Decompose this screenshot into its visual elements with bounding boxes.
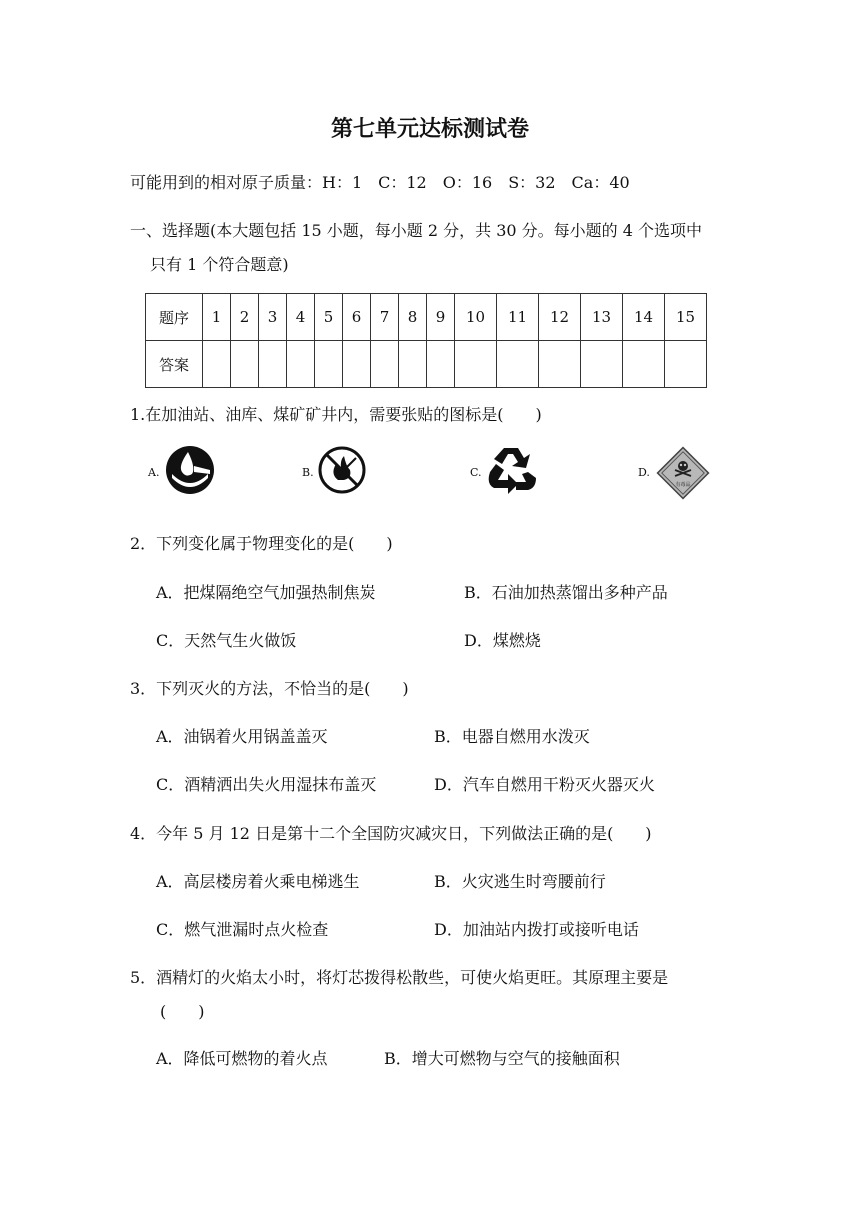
answer-cell[interactable]: [343, 341, 371, 388]
answer-cell[interactable]: [399, 341, 427, 388]
question-5-option-a[interactable]: A．降低可燃物的着火点: [156, 1049, 328, 1068]
answer-cell[interactable]: [203, 341, 231, 388]
q1-option-a: [148, 444, 228, 500]
answer-cell[interactable]: [427, 341, 455, 388]
q1-option-d: [638, 444, 728, 500]
answer-table-row-numbers: [146, 294, 707, 341]
question-4-option-b[interactable]: B．火灾逃生时弯腰前行: [434, 872, 606, 891]
toxic-hazard-sign-icon: [654, 444, 712, 502]
question-4-stem: 4．今年 5 月 12 日是第十二个全国防灾减灾日，下列做法正确的是( ): [130, 824, 652, 843]
question-number-cell: 1: [203, 294, 231, 341]
question-number-cell: 5: [315, 294, 343, 341]
question-3-stem: 3．下列灭火的方法，不恰当的是( ): [130, 679, 409, 698]
toxic-sign-text: 有毒品: [675, 482, 691, 488]
answer-table-row-answers: [146, 341, 707, 388]
section-1-heading-cont: 只有 1 个符合题意): [150, 255, 289, 274]
question-4-option-a[interactable]: A．高层楼房着火乘电梯逃生: [156, 872, 360, 891]
question-2-option-d[interactable]: D．煤燃烧: [464, 631, 541, 650]
question-2-stem: 2．下列变化属于物理变化的是( ): [130, 534, 393, 553]
question-number-cell: 2: [231, 294, 259, 341]
q1-option-b: [302, 444, 382, 500]
question-2-option-b[interactable]: B．石油加热蒸馏出多种产品: [464, 583, 668, 602]
answer-cell[interactable]: [259, 341, 287, 388]
option-label: A.: [148, 466, 160, 479]
question-number-cell: 9: [427, 294, 455, 341]
question-number-cell: 6: [343, 294, 371, 341]
question-number-cell: 3: [259, 294, 287, 341]
question-4-option-c[interactable]: C．燃气泄漏时点火检查: [156, 920, 329, 939]
question-number-cell: 4: [287, 294, 315, 341]
answer-cell[interactable]: [287, 341, 315, 388]
answer-cell[interactable]: [497, 341, 539, 388]
question-number-cell: 7: [371, 294, 399, 341]
question-3-option-d[interactable]: D．汽车自燃用干粉灭火器灭火: [434, 775, 655, 794]
answer-cell[interactable]: [581, 341, 623, 388]
answer-cell[interactable]: [665, 341, 707, 388]
question-number-cell: 15: [665, 294, 707, 341]
row-header-number: 题序: [146, 294, 203, 341]
option-label: B.: [302, 466, 314, 479]
question-number-cell: 8: [399, 294, 427, 341]
question-5-stem: 5．酒精灯的火焰太小时，将灯芯拨得松散些，可使火焰更旺。其原理主要是: [130, 968, 669, 987]
question-2-option-c[interactable]: C．天然气生火做饭: [156, 631, 297, 650]
question-number-cell: 11: [497, 294, 539, 341]
atomic-mass-note: 可能用到的相对原子质量：H：1 C：12 O：16 S：32 Ca：40: [130, 173, 630, 192]
question-number-cell: 13: [581, 294, 623, 341]
water-drop-in-hand-icon: [164, 444, 216, 496]
question-number-cell: 10: [455, 294, 497, 341]
question-number-cell: 14: [623, 294, 665, 341]
question-3-option-a[interactable]: A．油锅着火用锅盖盖灭: [156, 727, 328, 746]
question-5-option-b[interactable]: B．增大可燃物与空气的接触面积: [384, 1049, 620, 1068]
q1-option-c: [470, 444, 550, 500]
answer-cell[interactable]: [371, 341, 399, 388]
answer-cell[interactable]: [623, 341, 665, 388]
no-fire-sign-icon: [316, 444, 368, 496]
question-5-stem-cont: ( ): [160, 1002, 205, 1021]
question-3-option-c[interactable]: C．酒精洒出失火用湿抹布盖灭: [156, 775, 377, 794]
answer-cell[interactable]: [315, 341, 343, 388]
answer-cell[interactable]: [539, 341, 581, 388]
option-label: D.: [638, 466, 650, 479]
question-2-option-a[interactable]: A．把煤隔绝空气加强热制焦炭: [156, 583, 376, 602]
question-number-cell: 12: [539, 294, 581, 341]
recycle-icon: [484, 444, 538, 496]
answer-table: [145, 293, 707, 388]
question-3-option-b[interactable]: B．电器自燃用水泼灭: [434, 727, 590, 746]
option-label: C.: [470, 466, 482, 479]
question-1-stem: 1.在加油站、油库、煤矿矿井内，需要张贴的图标是( ): [130, 405, 542, 424]
answer-cell[interactable]: [231, 341, 259, 388]
section-1-heading: 一、选择题(本大题包括 15 小题，每小题 2 分，共 30 分。每小题的 4 个选项中: [130, 221, 703, 240]
question-4-option-d[interactable]: D．加油站内拨打或接听电话: [434, 920, 639, 939]
answer-cell[interactable]: [455, 341, 497, 388]
page-title: 第七单元达标测试卷: [330, 117, 529, 142]
row-header-answer: 答案: [146, 341, 203, 388]
